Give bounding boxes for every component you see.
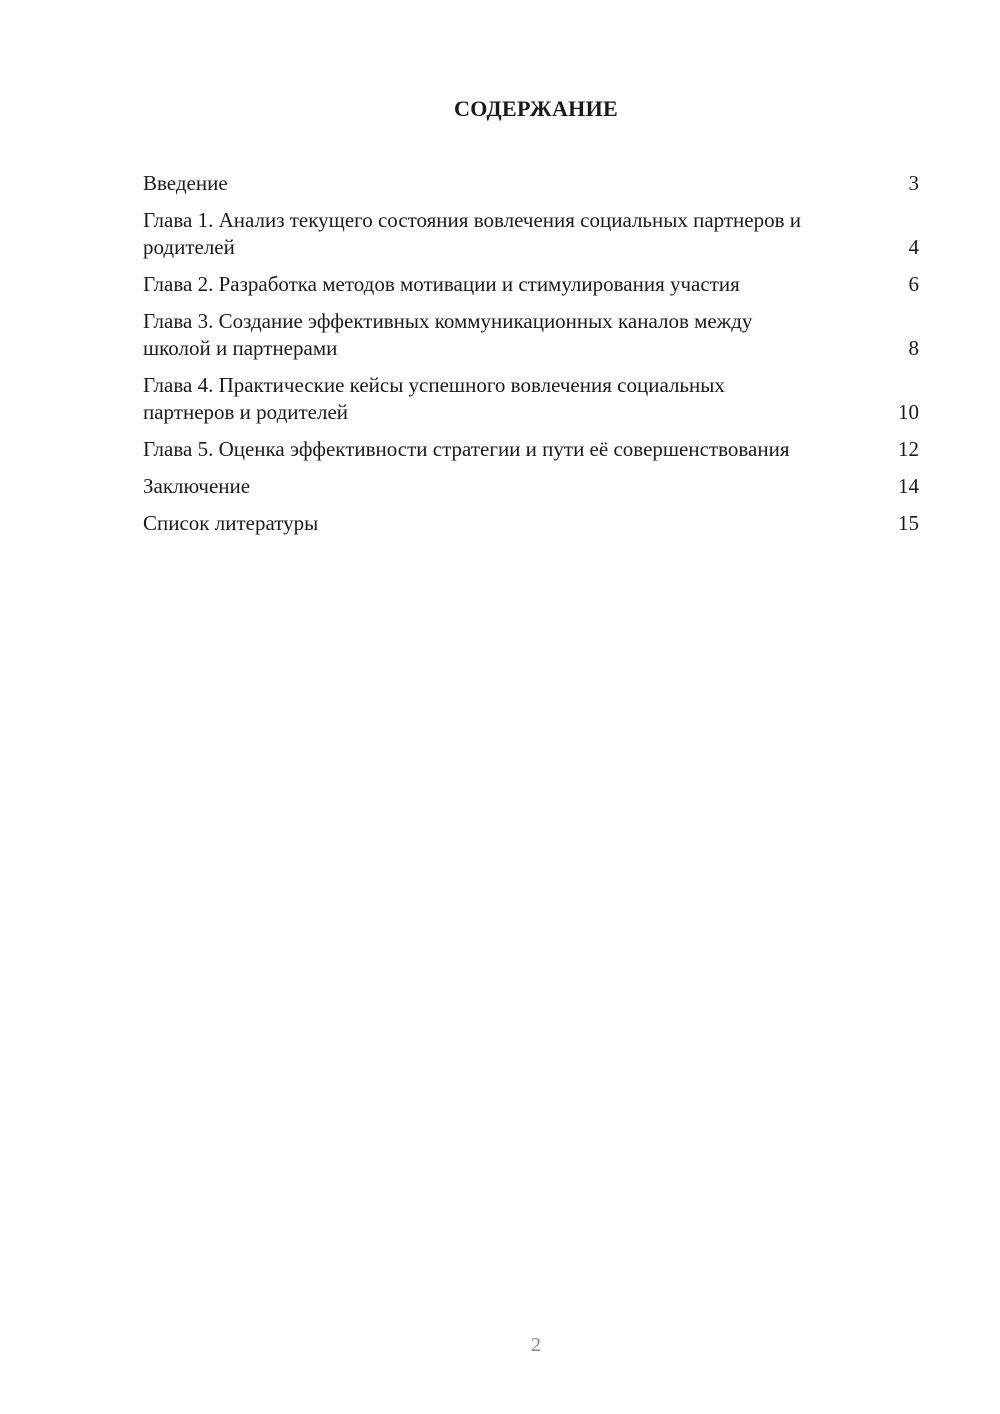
table-of-contents bbox=[143, 170, 919, 547]
toc-entry-text: Введение bbox=[143, 171, 228, 195]
toc-entry-text: Глава 2. Разработка методов мотивации и стимулирования участия bbox=[143, 272, 740, 296]
toc-entry-page: 3 bbox=[908, 171, 919, 195]
toc-entry-page: 8 bbox=[908, 336, 919, 360]
page-number: 2 bbox=[531, 1334, 541, 1356]
toc-entry-text: Глава 4. Практические кейсы успешного вовлечения социальных партнеров и родителей bbox=[143, 373, 725, 424]
toc-entry-page: 14 bbox=[898, 474, 919, 498]
toc-entry-page: 12 bbox=[898, 437, 919, 461]
toc-entry-chapter-2 bbox=[143, 271, 919, 298]
toc-entry-chapter-3 bbox=[143, 308, 919, 362]
toc-entry-text: Заключение bbox=[143, 474, 251, 498]
toc-entry-text: Глава 1. Анализ текущего состояния вовлечения социальных партнеров и родителей bbox=[143, 208, 802, 259]
page-title: СОДЕРЖАНИЕ bbox=[454, 96, 618, 121]
toc-entry-page: 10 bbox=[898, 400, 919, 424]
toc-entry-chapter-4 bbox=[143, 372, 919, 426]
toc-entry-chapter-5 bbox=[143, 436, 919, 463]
toc-entry-page: 6 bbox=[908, 272, 919, 296]
toc-entry-references bbox=[143, 510, 919, 537]
toc-entry-text: Глава 5. Оценка эффективности стратегии и пути её совершенствования bbox=[143, 437, 790, 461]
toc-entry-conclusion bbox=[143, 473, 919, 500]
toc-entry-page: 15 bbox=[898, 511, 919, 535]
toc-entry-page: 4 bbox=[908, 235, 919, 259]
toc-entry-chapter-1 bbox=[143, 207, 919, 261]
toc-entry-text: Список литературы bbox=[143, 511, 319, 535]
toc-entry-text: Глава 3. Создание эффективных коммуникационных каналов между школой и партнерами bbox=[143, 309, 753, 360]
toc-entry-introduction bbox=[143, 170, 919, 197]
